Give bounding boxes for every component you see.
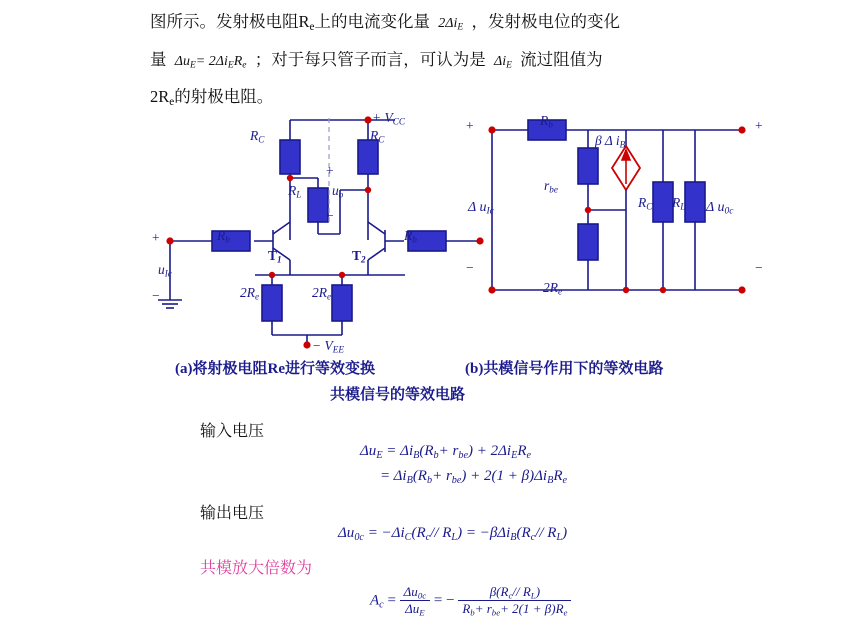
paragraph-line-2 — [150, 44, 790, 82]
f3-d: // R — [430, 525, 452, 541]
f1-a: Δu — [360, 443, 377, 459]
f3-e: ) = −βΔi — [457, 525, 511, 541]
paragraph-eq-3-a: Δi — [493, 53, 507, 69]
label-2re-b-sub: e — [558, 286, 563, 297]
label-uic-a — [158, 262, 172, 279]
label-t1-sub: 1 — [277, 254, 282, 265]
label-t1-main: T — [268, 248, 278, 263]
label-rl-b-sub: L — [680, 201, 686, 212]
f2-b-sub: b — [426, 474, 433, 486]
label-du-ic-main: Δ u — [468, 200, 487, 215]
f1-f-sub: e — [526, 449, 532, 461]
f1-e-sub: E — [511, 449, 518, 461]
label-plus-in-a: + — [152, 230, 160, 245]
label-vcc-sub: CC — [392, 116, 405, 127]
circuit-b-svg — [480, 110, 780, 340]
f4-den2a-sub: b — [470, 607, 475, 618]
caption-c: 共模信号的等效电路 — [330, 387, 466, 403]
paragraph-eq-2-b: = 2Δi — [195, 53, 228, 69]
paragraph-eq-1-sub: E — [457, 22, 464, 33]
label-rbe — [544, 178, 558, 195]
f2-e: R — [553, 468, 563, 484]
label-minus-in-a: − — [152, 288, 160, 303]
paragraph-eq-2-sub-a: E — [189, 60, 196, 71]
label-minus-in-b: − — [466, 260, 474, 275]
paragraph-sub-3: e — [169, 96, 175, 109]
label-rb-b — [540, 113, 553, 130]
label-rl-b-main: R — [672, 195, 681, 210]
f4-frac1-den — [400, 601, 430, 617]
label-uo-main: u — [332, 183, 339, 198]
paragraph-eq-1 — [438, 16, 463, 31]
label-rb-right — [404, 228, 417, 245]
label-minus-mid: − — [326, 208, 334, 223]
label-plus-in-b: + — [466, 118, 474, 133]
label-du-oc-sub: 0c — [724, 206, 734, 217]
f3-e-sub: B — [510, 531, 517, 543]
label-t2-sub: 2 — [361, 254, 366, 265]
f4-num1: Δu — [403, 584, 418, 599]
paragraph-text-2a: 量 — [150, 49, 167, 69]
f2-e-sub: e — [562, 474, 568, 486]
f1-d: + r — [438, 443, 459, 459]
f4-num2a-sub: c — [508, 590, 513, 601]
f3-a: Δu — [338, 525, 355, 541]
label-rc-b-main: R — [638, 195, 647, 210]
paragraph-text-1a: 图所示。发射极电阻R — [150, 12, 310, 31]
paragraph-text-3b: 的射极电阻。 — [174, 87, 274, 107]
f4-frac-2 — [458, 584, 571, 618]
f4-den2c: + 2(1 + β)R — [500, 601, 564, 617]
label-du-ic-sub: Ic — [486, 206, 494, 217]
label-t1 — [268, 248, 282, 265]
f4-den2b: + r — [474, 601, 492, 617]
label-vcc — [372, 110, 405, 127]
f4-den2c-sub: e — [563, 607, 568, 618]
f2-a-sub: B — [406, 474, 413, 486]
label-rc-right-main: R — [370, 128, 379, 143]
label-rl-b — [672, 195, 685, 212]
f4-den1-sub: E — [419, 607, 425, 618]
label-rl-main: R — [288, 183, 297, 198]
f2-a: = Δi — [380, 468, 407, 484]
label-rb-right-sub: b — [412, 234, 417, 245]
label-vee-sub: EE — [332, 344, 344, 355]
label-rc-b — [638, 195, 652, 212]
f3-f-sub: c — [530, 531, 536, 543]
label-rb-left-sub: b — [225, 234, 230, 245]
caption-a: (a)将射极电阻Re进行等效变换 — [175, 361, 375, 377]
f4-eq: = — [387, 592, 396, 609]
f3-g: // R — [535, 525, 557, 541]
label-rb-left — [217, 228, 230, 245]
f2-d: ) + 2(1 + β)Δi — [461, 468, 548, 484]
f4-num2b-sub: L — [530, 590, 536, 601]
label-rc-left-main: R — [250, 128, 259, 143]
f4-num2c: ) — [535, 584, 541, 599]
label-du-oc-main: Δ u — [706, 200, 725, 215]
f2-b: (R — [412, 468, 427, 484]
f3-h: ) — [562, 525, 568, 541]
f4-den2b-sub: be — [491, 607, 501, 618]
f1-a-sub: E — [376, 449, 383, 461]
f4-num2a: β(R — [489, 584, 509, 599]
paragraph-eq-2-sub-b: E — [227, 60, 234, 71]
f4-frac1-num — [400, 584, 430, 601]
f1-b: = Δi — [386, 443, 414, 459]
formula-output — [338, 525, 567, 543]
paragraph-eq-1-main: 2Δi — [438, 16, 458, 31]
label-uic-a-sub: Ic — [164, 268, 172, 279]
f4-den1: Δu — [405, 601, 420, 617]
output-voltage-label: 输出电压 — [200, 505, 265, 522]
f1-f: R — [517, 443, 527, 459]
f1-b-sub: B — [413, 449, 420, 461]
label-uic-a-main: u — [158, 262, 165, 277]
f3-f: (R — [516, 525, 531, 541]
label-t2 — [352, 248, 366, 265]
label-rb-left-main: R — [217, 228, 226, 243]
f4-frac2-den — [458, 601, 571, 617]
label-du-ic — [468, 200, 494, 217]
f4-den2a: R — [462, 601, 471, 617]
f2-c-sub: be — [451, 474, 462, 486]
label-2re-left-main: 2R — [240, 285, 255, 300]
formula-input-line2 — [380, 468, 567, 486]
label-uo — [332, 183, 343, 200]
label-2re-b-main: 2R — [543, 280, 558, 295]
paragraph-text-1c: ，发射极电位的变化 — [471, 12, 620, 31]
label-vcc-main: + V — [372, 110, 393, 125]
circuit-diagrams — [0, 100, 848, 355]
label-minus-out-b: − — [755, 260, 763, 275]
f4-frac2-num — [458, 584, 571, 601]
paragraph-eq-3-sub: E — [506, 60, 512, 71]
f4-num2b: // R — [512, 584, 531, 599]
paragraph-eq-2-c: R — [233, 53, 243, 69]
f2-c: + r — [432, 468, 452, 484]
label-rc-right-sub: C — [378, 134, 385, 145]
f3-c: (R — [411, 525, 426, 541]
label-rc-b-sub: C — [646, 201, 653, 212]
label-uo-sub: o — [338, 189, 344, 200]
f4-minus: = − — [433, 592, 455, 609]
f2-d-sub: B — [547, 474, 554, 486]
label-2re-right — [312, 285, 331, 302]
paragraph-line-1 — [150, 6, 790, 44]
label-beta-ib-sub: B — [619, 139, 626, 150]
common-mode-gain-label: 共模放大倍数为 — [200, 560, 313, 577]
f3-g-sub: L — [556, 531, 563, 543]
label-rb-b-main: R — [540, 113, 549, 128]
paragraph-text-2b: ；对于每只管子而言，可认为是 — [254, 49, 486, 69]
f4-lhs-sub: c — [379, 599, 384, 611]
f4-num1-sub: 0c — [417, 590, 427, 601]
label-rc-right — [370, 128, 384, 145]
f3-b-sub: C — [404, 531, 412, 543]
paragraph-text-2c: 流过阻值为 — [520, 49, 603, 69]
label-vee — [312, 338, 344, 355]
label-rc-left-sub: C — [258, 134, 265, 145]
paragraph-text-1b: 上的电流变化量 — [314, 12, 430, 31]
input-voltage-label: 输入电压 — [200, 423, 265, 440]
f1-c-sub: b — [433, 449, 439, 461]
paragraph-text-3a: 2R — [150, 87, 170, 107]
f3-d-sub: L — [451, 531, 458, 543]
f1-d-sub: be — [458, 449, 468, 461]
label-2re-left-sub: e — [255, 291, 260, 302]
label-2re-right-main: 2R — [312, 285, 327, 300]
label-rbe-sub: be — [549, 184, 558, 195]
f1-c: (R — [419, 443, 434, 459]
paragraph-eq-2-a: Δu — [174, 53, 190, 69]
f3-b: = −Δi — [367, 525, 405, 541]
formula-input-line1 — [360, 443, 531, 461]
label-2re-left — [240, 285, 259, 302]
label-t2-main: T — [352, 248, 362, 263]
label-rb-right-main: R — [404, 228, 413, 243]
label-beta-ib-main: β Δ i — [595, 133, 620, 148]
label-rl — [288, 183, 301, 200]
f4-lhs: A — [370, 592, 380, 609]
label-rl-sub: L — [296, 189, 302, 200]
formula-gain — [370, 584, 571, 618]
label-2re-right-sub: e — [327, 291, 332, 302]
paragraph-eq-3 — [494, 54, 512, 69]
f3-a-sub: 0c — [354, 531, 364, 543]
label-beta-ib — [595, 133, 625, 150]
label-plus-out-b: + — [755, 118, 763, 133]
label-rc-left — [250, 128, 264, 145]
label-vee-main: − V — [312, 338, 333, 353]
paragraph-eq-2 — [175, 54, 247, 69]
f4-frac-1 — [400, 584, 430, 618]
caption-b: (b)共模信号作用下的等效电路 — [465, 361, 664, 377]
f3-c-sub: c — [425, 531, 431, 543]
paragraph-sub-1: e — [309, 21, 315, 34]
label-rb-b-sub: b — [548, 119, 553, 130]
label-2re-b — [543, 280, 562, 297]
label-rbe-main: r — [544, 178, 550, 193]
label-plus-top: + — [326, 163, 334, 178]
label-du-oc — [706, 200, 733, 217]
f1-e: ) + 2Δi — [467, 443, 512, 459]
paragraph-eq-2-sub-c: e — [242, 60, 247, 71]
